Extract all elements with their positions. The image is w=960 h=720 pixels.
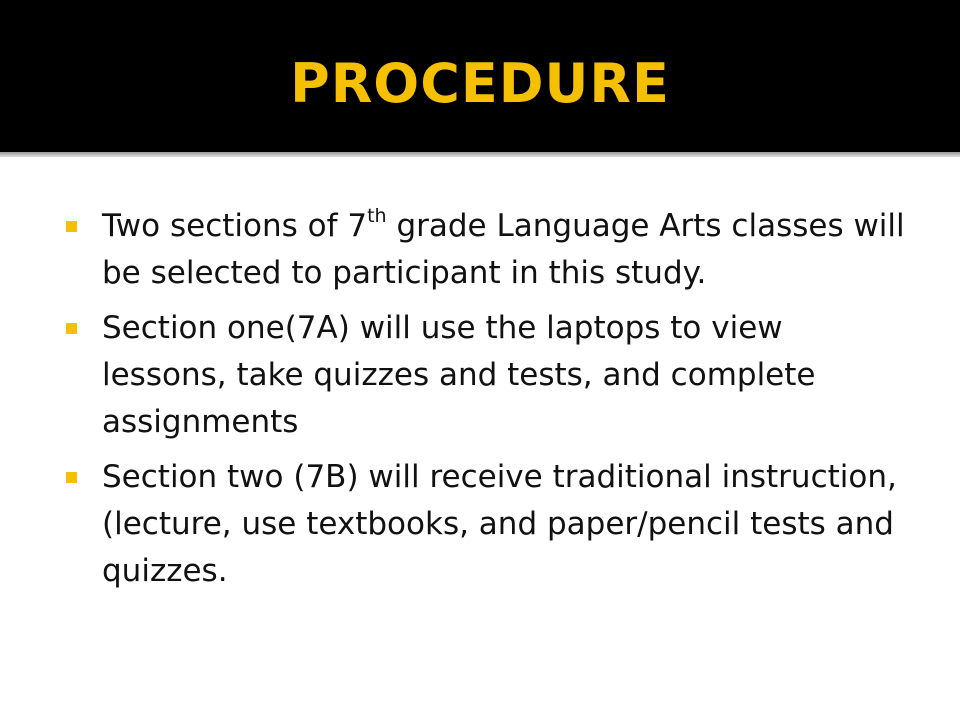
title-bar <box>0 0 960 152</box>
square-bullet-icon <box>66 472 77 483</box>
ordinal-superscript: th <box>367 204 387 227</box>
square-bullet-icon <box>66 323 77 334</box>
bullet-item <box>64 454 914 595</box>
slide-title: PROCEDURE <box>290 52 670 115</box>
bullet-text <box>102 204 905 291</box>
bullet-list <box>64 203 914 603</box>
bullet-text-rest: grade Language Arts classes will be selected to participant in this study. <box>102 208 905 291</box>
title-divider <box>0 152 960 157</box>
bullet-item <box>64 305 914 446</box>
bullet-item <box>64 203 914 297</box>
bullet-text: Section one(7A) will use the laptops to view lessons, take quizzes and tests, and complete assignments <box>102 310 816 440</box>
bullet-text: Section two (7B) will receive traditional instruction, (lecture, use textbooks, and paper/pencil tests and quizzes. <box>102 459 897 589</box>
bullet-text-main: Two sections of 7 <box>102 208 368 244</box>
square-bullet-icon <box>66 221 77 232</box>
